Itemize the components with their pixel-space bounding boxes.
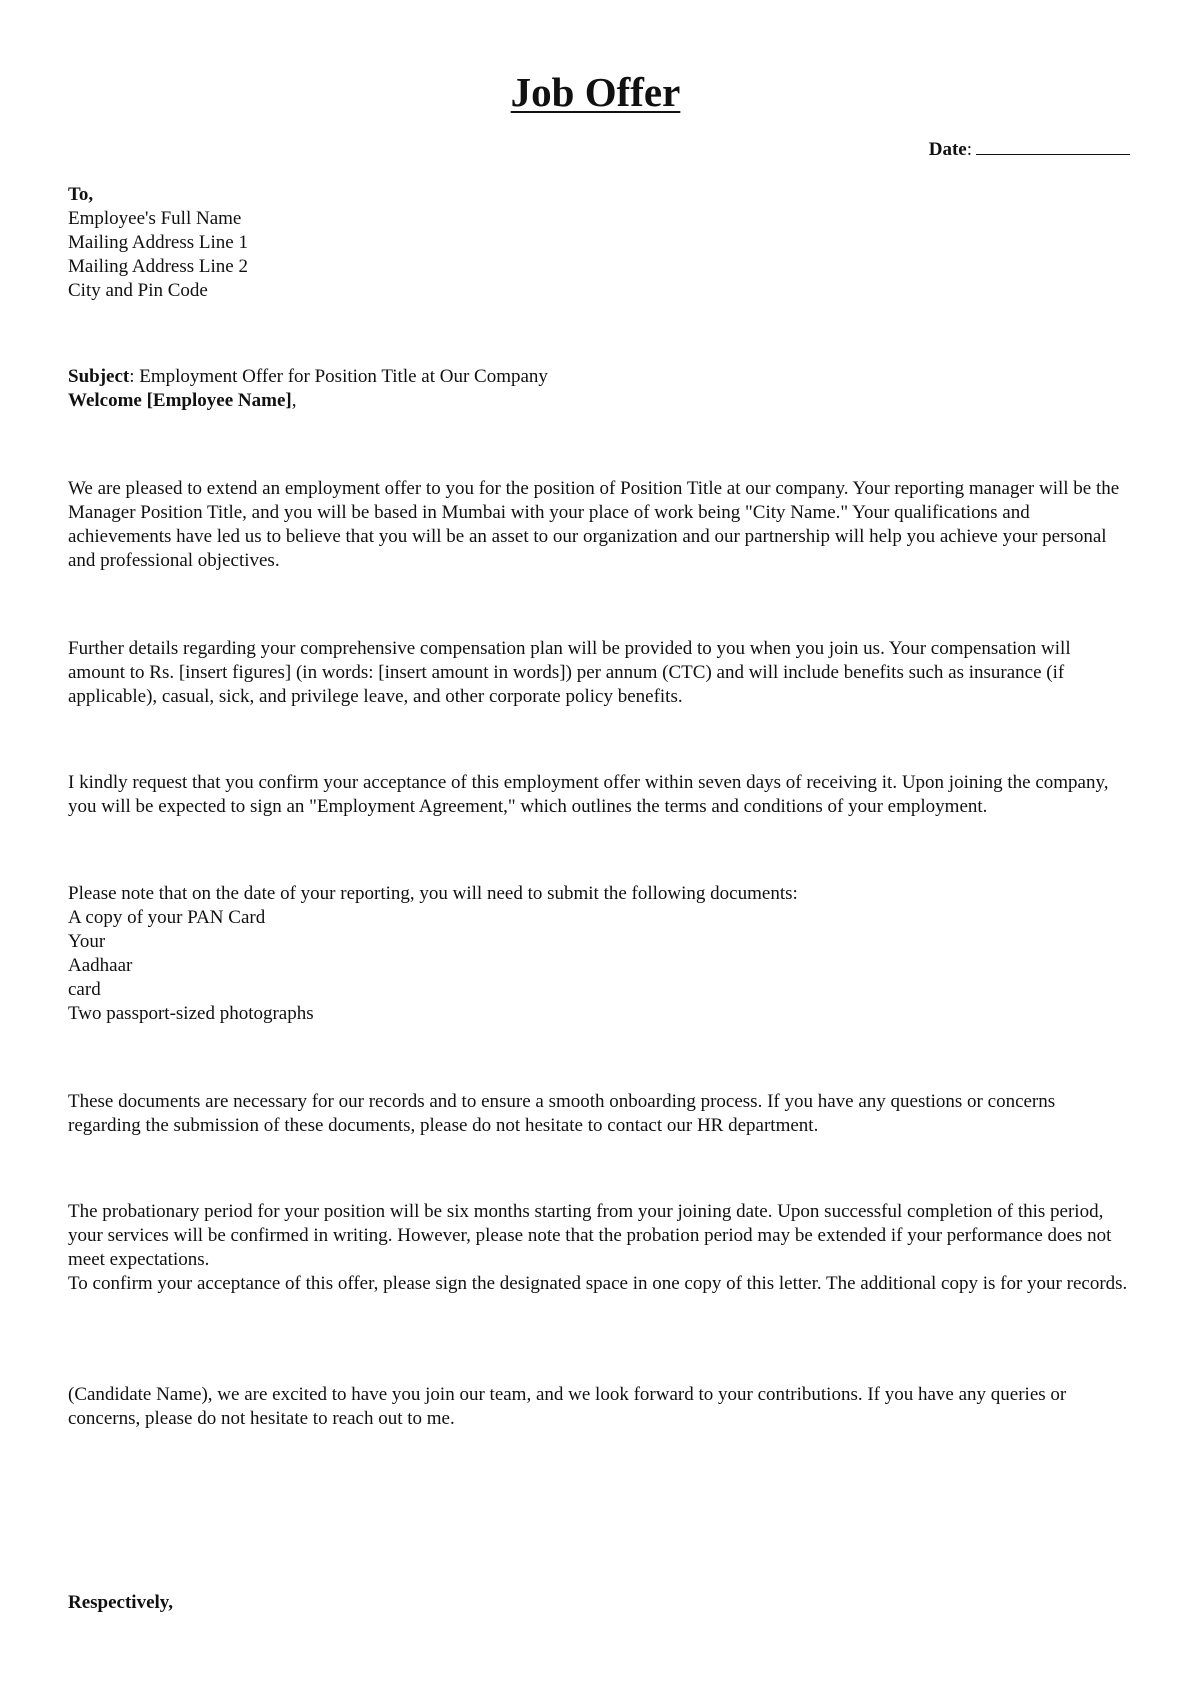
greeting-line (68, 389, 1128, 413)
signoff-text: Respectively, (68, 1592, 174, 1613)
paragraph-text: (Candidate Name), we are excited to have you join our team, and we look forward to your contributions. If you have any queries or concerns, please do not hesitate to reach out to me. (68, 1384, 1067, 1429)
paragraph-compensation (68, 637, 1128, 709)
date-blank-line (976, 137, 1130, 155)
recipient-line: City and Pin Code (68, 280, 208, 301)
document-item: Two passport-sized photographs (68, 1003, 314, 1024)
documents-list (68, 882, 1128, 1026)
paragraph-closing (68, 1383, 1128, 1431)
paragraph-probation (68, 1200, 1128, 1296)
recipient-line: Mailing Address Line 1 (68, 232, 248, 253)
recipient-address (68, 183, 1128, 303)
subject-text: : Employment Offer for Position Title at Our Company (129, 366, 548, 387)
subject-line (68, 365, 1128, 389)
paragraph-text: Further details regarding your comprehensive compensation plan will be provided to you when you join us. Your compensation will amount to Rs. [insert figures] (in words: [insert amount in words]) per annum (CTC) and will include benefits such as insurance (if applicable), casual, sick, and privilege leave, and other corporate policy benefits. (68, 638, 1071, 707)
paragraph-text: We are pleased to extend an employment offer to you for the position of Position Title at our company. Your reporting manager will be the Manager Position Title, and you will be based in Mumbai with your place of work being "City Name." Your qualifications and achievements have led us to believe that you will be an asset to our organization and our partnership will help you achieve your personal and professional objectives. (68, 478, 1120, 571)
greeting-punctuation: , (291, 390, 297, 411)
paragraph-acceptance (68, 771, 1128, 819)
paragraph-offer (68, 477, 1128, 573)
paragraph-text: The probationary period for your position will be six months starting from your joining date. Upon successful completion of this period, your services will be confirmed in writing. However, please note that the probation period may be extended if your performance does not meet expectations. (68, 1201, 1112, 1270)
recipient-line: Employee's Full Name (68, 208, 242, 229)
paragraph-documents-note (68, 1090, 1128, 1138)
recipient-salutation: To, (68, 184, 94, 205)
document-title (0, 68, 1191, 116)
document-item: card (68, 979, 101, 1000)
date-separator: : (966, 139, 972, 160)
document-item: Your (68, 931, 106, 952)
date-field (929, 137, 1130, 162)
document-item: Aadhaar (68, 955, 133, 976)
title-text: Job Offer (510, 69, 681, 115)
document-item: A copy of your PAN Card (68, 907, 266, 928)
paragraph-text: These documents are necessary for our records and to ensure a smooth onboarding process. If you have any questions or concerns regarding the submission of these documents, please do not hesitate to contact our HR department. (68, 1091, 1056, 1136)
paragraph-text: I kindly request that you confirm your acceptance of this employment offer within seven days of receiving it. Upon joining the company, you will be expected to sign an "Employment Agreement," which outlines the terms and conditions of your employment. (68, 772, 1109, 817)
paragraph-text: To confirm your acceptance of this offer, please sign the designated space in one copy of this letter. The additional copy is for your records. (68, 1273, 1128, 1294)
subject-block (68, 365, 1128, 413)
documents-intro: Please note that on the date of your reporting, you will need to submit the following documents: (68, 883, 798, 904)
recipient-line: Mailing Address Line 2 (68, 256, 248, 277)
date-label: Date (928, 139, 967, 160)
subject-label: Subject (68, 366, 130, 387)
signoff (68, 1591, 1128, 1615)
greeting-name: Welcome [Employee Name] (68, 390, 292, 411)
